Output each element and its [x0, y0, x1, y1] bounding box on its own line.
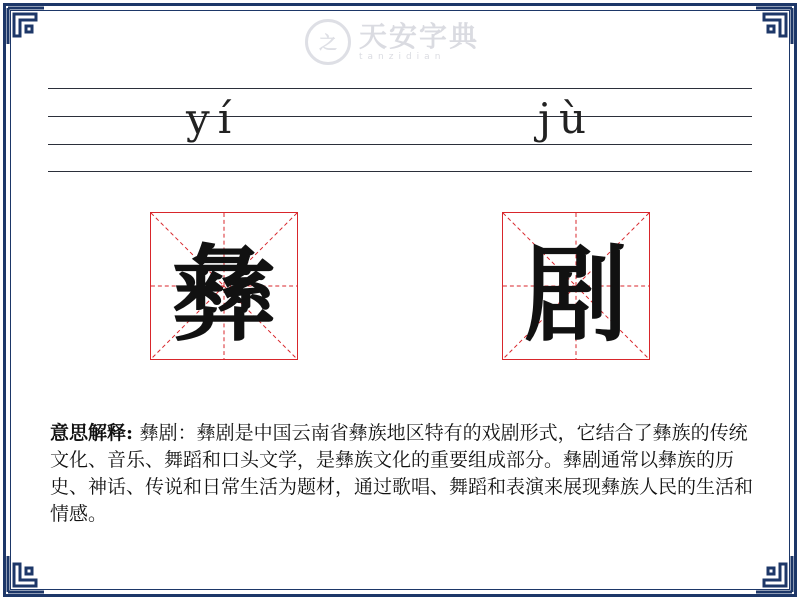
tianzige-grid-2: [502, 212, 650, 360]
logo-name: 天安字典: [359, 20, 480, 53]
corner-ornament-icon: [6, 6, 46, 46]
corner-ornament-icon: [754, 554, 794, 594]
corner-ornament-icon: [6, 554, 46, 594]
logo-text: [359, 22, 479, 62]
label-colon: :: [126, 422, 140, 444]
explanation-paragraph: [50, 420, 756, 528]
ruled-line: [48, 88, 752, 89]
tianzige-grid-1: [150, 212, 298, 360]
hanzi-char-2: 剧: [523, 234, 628, 356]
logo-subtitle: tanzidian: [359, 52, 446, 62]
ruled-line: [48, 144, 752, 145]
explanation-label: 意思解释: [50, 422, 127, 444]
pinyin-1: yí: [186, 94, 240, 143]
logo-seal-icon: 之: [305, 19, 351, 65]
ruled-line: [48, 116, 752, 117]
watermark-logo: [305, 14, 505, 70]
corner-ornament-icon: [754, 6, 794, 46]
ruled-line: [48, 171, 752, 172]
pinyin-2: jù: [538, 94, 595, 143]
hanzi-char-1: 彝: [171, 234, 276, 356]
explanation-text: 彝剧：彝剧是中国云南省彝族地区特有的戏剧形式，它结合了彝族的传统文化、音乐、舞蹈和口头文学，是彝族文化的重要组成部分。彝剧通常以彝族的历史、神话、传说和日常生活为题材，通过歌唱、舞蹈和表演来展现彝族人民的生活和情感。: [50, 422, 754, 525]
pinyin-ruled-lines: [48, 88, 752, 172]
